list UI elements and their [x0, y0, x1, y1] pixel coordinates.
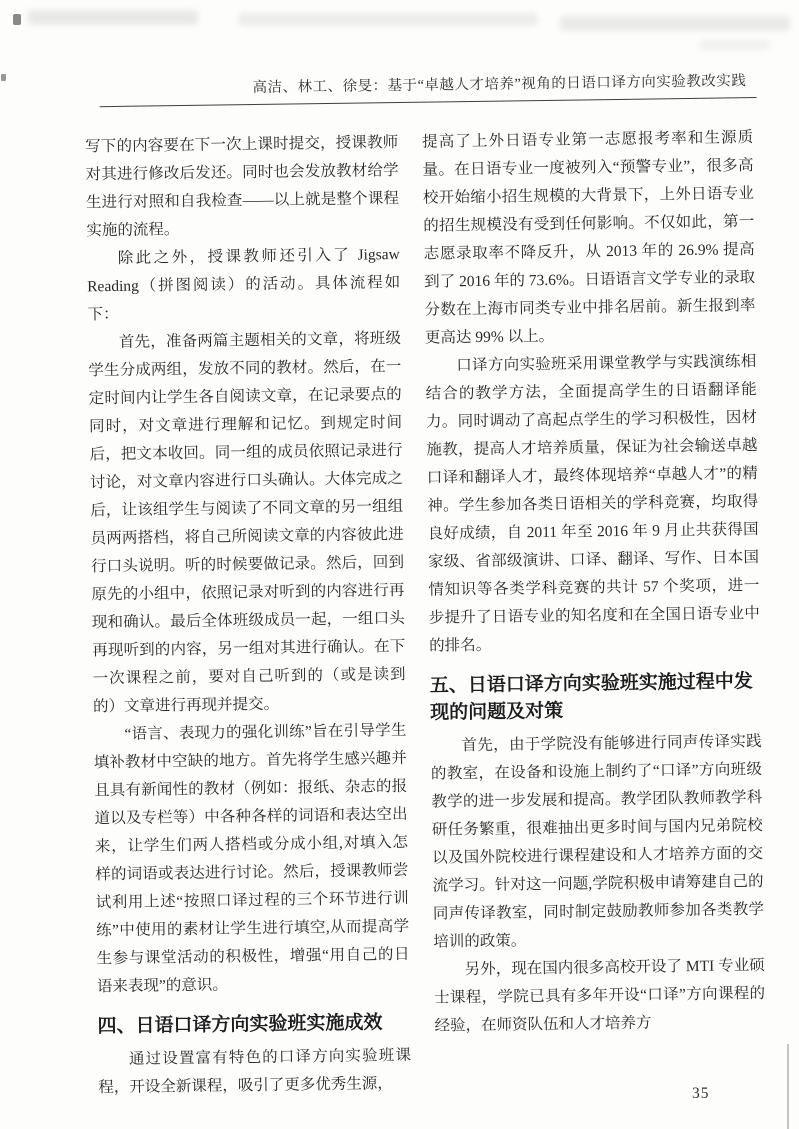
header-rule: [100, 97, 757, 107]
page-number: 35: [692, 1085, 710, 1102]
body-paragraph: 口译方向实验班采用课堂教学与实践演练相结合的教学方法，全面提高学生的日语翻译能力。同时调动了高起点学生的学习积极性，因材施教，提高人才培养质量，保证为社会输送卓越口译和翻译人才，最终体现培养“卓越人才”的精神。学生参加各类日语相关的学科竞赛，均取得良好成绩，自 2011 年至 2016 年 9 月止共获得国家级、省部级演讲、口译、翻译、写作、日本国情知识等各类学科竞赛的共计 57 个奖项，进一步提升了日语专业的知名度和在全国日语专业中的排名。: [425, 353, 760, 655]
body-paragraph: 首先，由于学院没有能够进行同声传译实践的教室，在设备和设施上制约了“口译”方向班级教学的进一步发展和提高。教学团队教师教学科研任务繁重，很难抽出更多时间与国内兄弟院校以及国外院校进行课程建设和人才培养方面的交流学习。针对这一问题,学院积极申请筹建自己的同声传译教室，同时制定鼓励教师参加各类教学培训的政策。: [430, 733, 765, 951]
running-header: 高洁、林工、徐旻：基于“卓越人才培养”视角的日语口译方向实验教改实践: [252, 73, 747, 97]
left-column: [85, 129, 411, 1102]
two-column-body: [85, 124, 766, 1102]
body-paragraph: 另外，现在国内很多高校开设了 MTI 专业硕士课程，学院已具有多年开设“口译”方向课程的经验，在师资队伍和人才培养方: [434, 956, 766, 1035]
right-column: [422, 124, 766, 1098]
body-paragraph: 通过设置富有特色的口译方向实验班课程，开设全新课程，吸引了更多优秀生源，: [98, 1046, 412, 1097]
section-heading-4: 四、日语口译方向实验班实施成效: [97, 1012, 383, 1038]
body-paragraph: 首先，准备两篇主题相关的文章，将班级学生分成两组，发放不同的教材。然后，在一定时间内让学生各自阅读文章，在记录要点的同时，对文章进行理解和记忆。到规定时间后，把文本收回。同一组的成员依照记录进行讨论，对文章内容进行口头确认。大体完成之后，让该组学生与阅读了不同文章的另一组组员两两搭档，将自己所阅读文章的内容彼此进行口头说明。听的时候要做记录。然后，回到原先的小组中，依照记录对听到的内容进行再现和确认。最后全体班级成员一起，一组口头再现听到的内容，另一组对其进行确认。在下一次课程之前，要对自己听到的（或是读到的）文章进行再现并提交。: [88, 330, 406, 716]
body-paragraph: “语言、表现力的强化训练”旨在引导学生填补教材中空缺的地方。首先将学生感兴趣并且具有新闻性的教材（例如：报纸、杂志的报道以及专栏等）中各种各样的词语和表达空出来，让学生们两人搭档或分成小组,对填入怎样的词语或表达进行讨论。然后，授课教师尝试利用上述“按照口译过程的三个环节进行训练”中使用的素材让学生进行填空,从而提高学生参与课堂活动的积极性，增强“用自己的日语来表现”的意识。: [93, 721, 410, 996]
section-heading-5: 五、日语口译方向实验班实施过程中发现的问题及对策: [429, 671, 753, 724]
scan-edge-line: [787, 1044, 789, 1129]
body-paragraph: 除此之外，授课教师还引入了 Jigsaw Reading（拼图阅读）的活动。具体流程如下：: [87, 246, 401, 324]
body-paragraph: 写下的内容要在下一次上课时提交，授课教师对其进行修改后发还。同时也会发放教材给学生进行对照和自我检查——以上就是整个课程实施的流程。: [85, 134, 400, 240]
body-paragraph: 提高了上外日语专业第一志愿报考率和生源质量。在日语专业一度被列入“预警专业”，很多高校开始缩小招生规模的大背景下，上外日语专业的招生规模没有受到任何影响。不仅如此，第一志愿录取率不降反升，从 2013 年的 26.9% 提高到了 2016 年的 73.6%。日语语言文学专业的录取分数在上海市同类专业中排名居前。新生报到率更高达 99% 以上。: [422, 129, 756, 347]
